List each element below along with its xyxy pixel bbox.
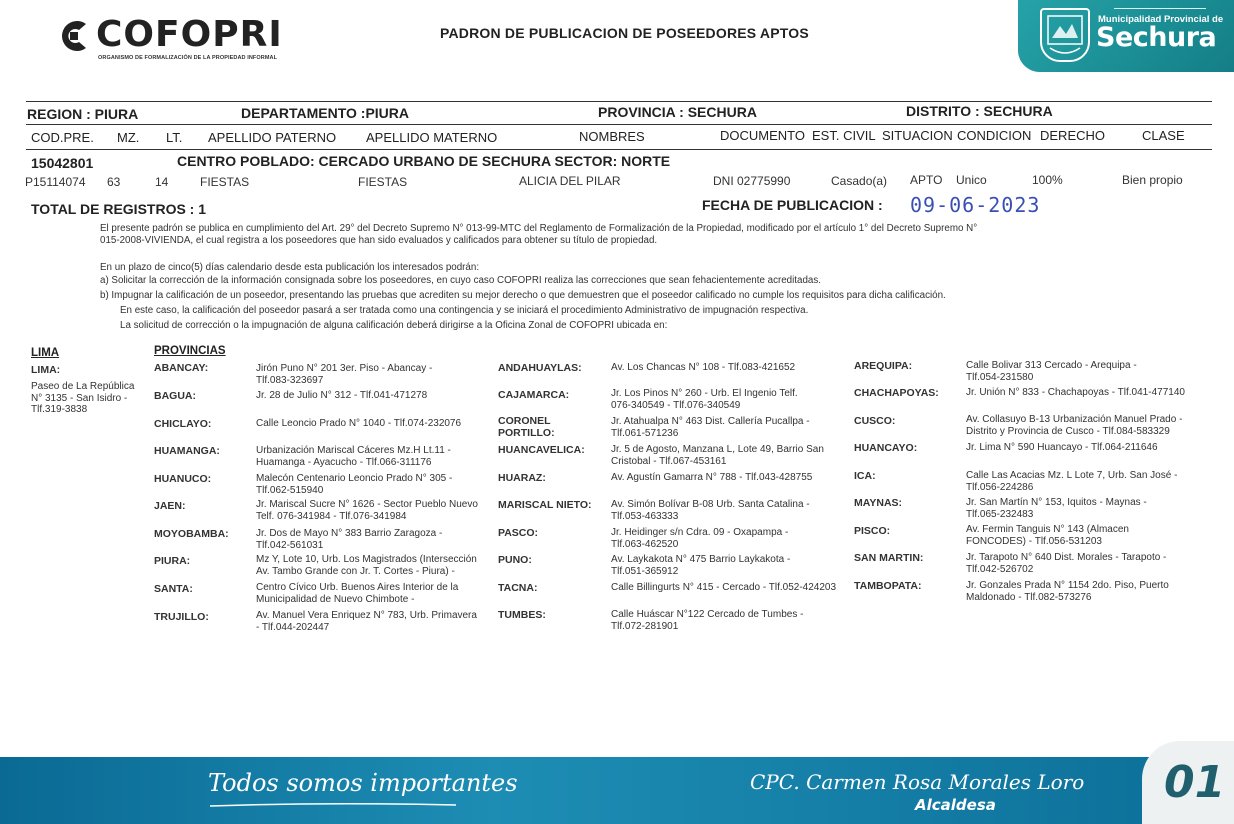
lima-heading: LIMA — [31, 347, 60, 359]
page-number-box — [1142, 741, 1234, 824]
cell-mz: 63 — [107, 175, 121, 189]
cell-apellido-paterno: FIESTAS — [200, 175, 250, 189]
col-apellido-paterno: APELLIDO PATERNO — [208, 130, 337, 145]
col-apellido-materno: APELLIDO MATERNO — [366, 130, 498, 145]
distrito-label: DISTRITO : SECHURA — [906, 103, 1053, 119]
cell-cod-pre: P15114074 — [25, 175, 86, 189]
fecha-publicacion-value: 09-06-2023 — [910, 193, 1041, 217]
mayor-signature: CPC. Carmen Rosa Morales Loro — [750, 770, 1085, 794]
slogan: Todos somos importantes — [208, 769, 518, 797]
footer-banner — [0, 757, 1234, 824]
col-clase: CLASE — [1142, 128, 1185, 143]
cell-clase: Bien propio — [1122, 173, 1183, 187]
logo-subtitle: ORGANISMO DE FORMALIZACIÓN DE LA PROPIEDAD INFORMAL — [98, 55, 278, 61]
page-number: 01 — [1164, 757, 1226, 808]
cell-documento: DNI 02775990 — [713, 174, 791, 188]
cell-condicion: Unico — [956, 173, 987, 187]
cell-situacion: APTO — [910, 173, 943, 187]
plazo-text: En un plazo de cinco(5) días calendario desde esta publicación los interesados podrán: — [100, 262, 480, 273]
option-a-text: a) Solicitar la corrección de la información consignada sobre los poseedores, en cuyo caso COFOPRI realiza las correcciones que sean fehacientemente acreditadas. — [100, 275, 821, 286]
padron-document: REGION : PIURA DEPARTAMENTO :PIURA PROVINCIA : SECHURA DISTRITO : SECHURA COD.PRE. MZ. LT. APELLIDO PATERNO APELLIDO MATERNO NOMBRES DOCUMENTO EST. CIVIL SITUACION CONDICION DERECHO CLASE 15042801 CENTRO POBLADO: CERCADO URBANO DE SECHURA SECTOR: NORTE P15114074 63 14 FIESTAS FIESTAS ALICIA DEL PILAR DNI 02775990 Casado(a) APTO Unico 100% Bien propio TOTAL DE REGISTROS : 1 FECHA DE PUBLICACION : 09-06-2023 El presente padrón se publica en cumplimiento del Art. 29° del Decreto Supremo N° 013-99-MTC del Reglamento de Formalización de la Propiedad, modificado por el artículo 1° del Decreto Supremo N° 015-2008-VIVIENDA, el cual registra a los poseedores que han sido evaluados y calificados para obtener su título de propiedad. En un plazo de cinco(5) días calendario desde esta publicación los interesados podrán: a) Solicitar la corrección de la información consignada sobre los poseedores, en cuyo caso COFOPRI realiza las correcciones que sean fehacientemente acreditadas. b) Impugnar la calificación de un poseedor, presentando las pruebas que acrediten su mejor derecho o que demuestren que el poseedor calificado no cumple los requisitos para dicha calificación. En este caso, la calificación del poseedor pasará a ser tratada como una contingencia y se iniciará el procedimiento Administrativo de impugnación respectiva. La solicitud de corrección o la impugnación de alguna calificación deberá dirigirse a la Oficina Zonal de COFOPRI ubicada en: LIMA LIMA: Paseo de La República N° 3135 - San Isidro - Tlf.319-3838 PROVINCIAS ABANCAY: Jirón Puno N° 201 3er. Piso - Abancay - Tlf.083-323697 BAGUA: Jr. 28 de Julio N° 312 - Tlf.041-471278 CHICLAYO: Calle Leoncio Prado N° 1040 - Tlf.074-232076 HUAMANGA: Urbanización Mariscal Cáceres Mz.H Lt.11 - Huamanga - Ayacucho - Tlf.066-311176 HUANUCO: Malecón Centenario Leoncio Prado N° 305 - Tlf.062-515940 JAEN: Jr. Mariscal Sucre N° 1626 - Sector Pueblo Nuevo Telf. 076-341984 - Tlf.076-341984 MOYOBAMBA: Jr. Dos de Mayo N° 383 Barrio Zaragoza - Tlf.042-561031 PIURA: Mz Y, Lote 10, Urb. Los Magistrados (Intersección Av. Tambo Grande con Jr. T. Cortes - Piura) - SANTA: Centro Cívico Urb. Buenos Aires Interior de la Municipalidad de Nuevo Chimbote - TRUJILLO: Av. Manuel Vera Enriquez N° 783, Urb. Primavera - Tlf.044-202447 ANDAHUAYLAS: Av. Los Chancas N° 108 - Tlf.083-421652 CAJAMARCA: Jr. Los Pinos N° 260 - Urb. El Ingenio Telf. 076-340549 - Tlf.076-340549 CORONEL PORTILLO: Jr. Atahualpa N° 463 Dist. Callería Pucallpa - Tlf.061-571236 HUANCAVELICA: Jr. 5 de Agosto, Manzana L, Lote 49, Barrio San Cristobal - Tlf.067-453161 HUARAZ: Av. Agustín Gamarra N° 788 - Tlf.043-428755 MARISCAL NIETO: Av. Simón Bolívar B-08 Urb. Santa Catalina - Tlf.053-463333 PASCO: Jr. Heidinger s/n Cdra. 09 - Oxapampa - Tlf.063-462520 PUNO: Av. Laykakota N° 475 Barrio Laykakota - Tlf.051-365912 TACNA: Calle Billingurts N° 415 - Cercado - Tlf.052-424203 TUMBES: Calle Huáscar N°122 Cercado de Tumbes - Tlf.072-281901 AREQUIPA: Calle Bolivar 313 Cercado - Arequipa - Tlf.054-231580 CHACHAPOYAS: Jr. Unión N° 833 - Chachapoyas - Tlf.041-477140 CUSCO: Av. Collasuyo B-13 Urbanización Manuel Prado - Distrito y Provincia de Cusco - Tlf.084-583329 HUANCAYO: Jr. Lima N° 590 Huancayo - Tlf.064-211646 ICA: Calle Las Acacias Mz. L Lote 7, Urb. San José - Tlf.056-224286 MAYNAS: Jr. San Martín N° 153, Iquitos - Maynas - Tlf.065-232483 PISCO: Av. Fermin Tanguis N° 143 (Almacen FONCODES) - Tlf.056-531203 SAN MARTIN: Jr. Tarapoto N° 640 Dist. Morales - Tarapoto - Tlf.042-526702 TAMBOPATA: Jr. Gonzales Prada N° 1154 2do. Piso, Puerto Maldonado - Tlf.082-573276 — [0, 0, 1234, 740]
legal-text-line-1: El presente padrón se publica en cumplimiento del Art. 29° del Decreto Supremo N° 013-99-MTC del Reglamento de Formalización de la Propiedad, modificado por el artículo 1° del Decreto Supremo N° — [100, 223, 978, 234]
provincias-heading: PROVINCIAS — [154, 345, 226, 357]
col-lt: LT. — [166, 130, 183, 145]
fecha-publicacion-label: FECHA DE PUBLICACION : — [702, 197, 883, 213]
col-condicion: CONDICION — [957, 128, 1032, 143]
slogan-underline-icon — [208, 801, 458, 809]
departamento-label: DEPARTAMENTO :PIURA — [241, 105, 409, 121]
request-text: La solicitud de corrección o la impugnación de alguna calificación deberá dirigirse a la Oficina Zonal de COFOPRI ubicada en: — [120, 320, 668, 331]
legal-text-line-2: 015-2008-VIVIENDA, el cual registra a los poseedores que han sido evaluados y calificados para obtener su título de propiedad. — [100, 235, 658, 246]
lima-label: LIMA: — [31, 364, 61, 376]
total-registros: TOTAL DE REGISTROS : 1 — [31, 201, 207, 217]
page-title: PADRON DE PUBLICACION DE POSEEDORES APTOS — [440, 25, 809, 41]
option-b-text: b) Impugnar la calificación de un poseedor, presentando las pruebas que acrediten su mejor derecho o que demuestren que el poseedor calificado no cumple los requisitos para dicha calificación. — [100, 290, 946, 301]
region-label: REGION : PIURA — [27, 106, 139, 122]
group-code: 15042801 — [31, 155, 94, 171]
contingency-text: En este caso, la calificación del poseedor pasará a ser tratada como una contingencia y se iniciará el procedimiento Administrativo de impugnación respectiva. — [120, 305, 809, 316]
cell-apellido-materno: FIESTAS — [358, 175, 408, 189]
provincia-label: PROVINCIA : SECHURA — [598, 104, 757, 120]
col-mz: MZ. — [117, 130, 140, 145]
mayor-role: Alcaldesa — [915, 796, 996, 814]
cell-derecho: 100% — [1032, 173, 1063, 187]
col-derecho: DERECHO — [1040, 128, 1106, 143]
logo-text: COFOPRI — [96, 14, 283, 55]
col-cod-pre: COD.PRE. — [31, 130, 94, 145]
col-documento: DOCUMENTO — [720, 128, 805, 143]
cell-est-civil: Casado(a) — [831, 174, 888, 188]
col-situacion: SITUACION — [882, 128, 953, 143]
cell-nombres: ALICIA DEL PILAR — [519, 174, 621, 188]
col-est-civil: EST. CIVIL — [812, 128, 876, 143]
municipality-label: Municipalidad Provincial de — [1098, 14, 1224, 25]
col-nombres: NOMBRES — [579, 129, 645, 144]
group-title: CENTRO POBLADO: CERCADO URBANO DE SECHURA SECTOR: NORTE — [177, 153, 671, 169]
municipality-name: Sechura — [1096, 22, 1217, 53]
lima-address: Paseo de La República N° 3135 - San Isidro - Tlf.319-3838 — [31, 381, 135, 415]
cell-lt: 14 — [155, 175, 169, 189]
